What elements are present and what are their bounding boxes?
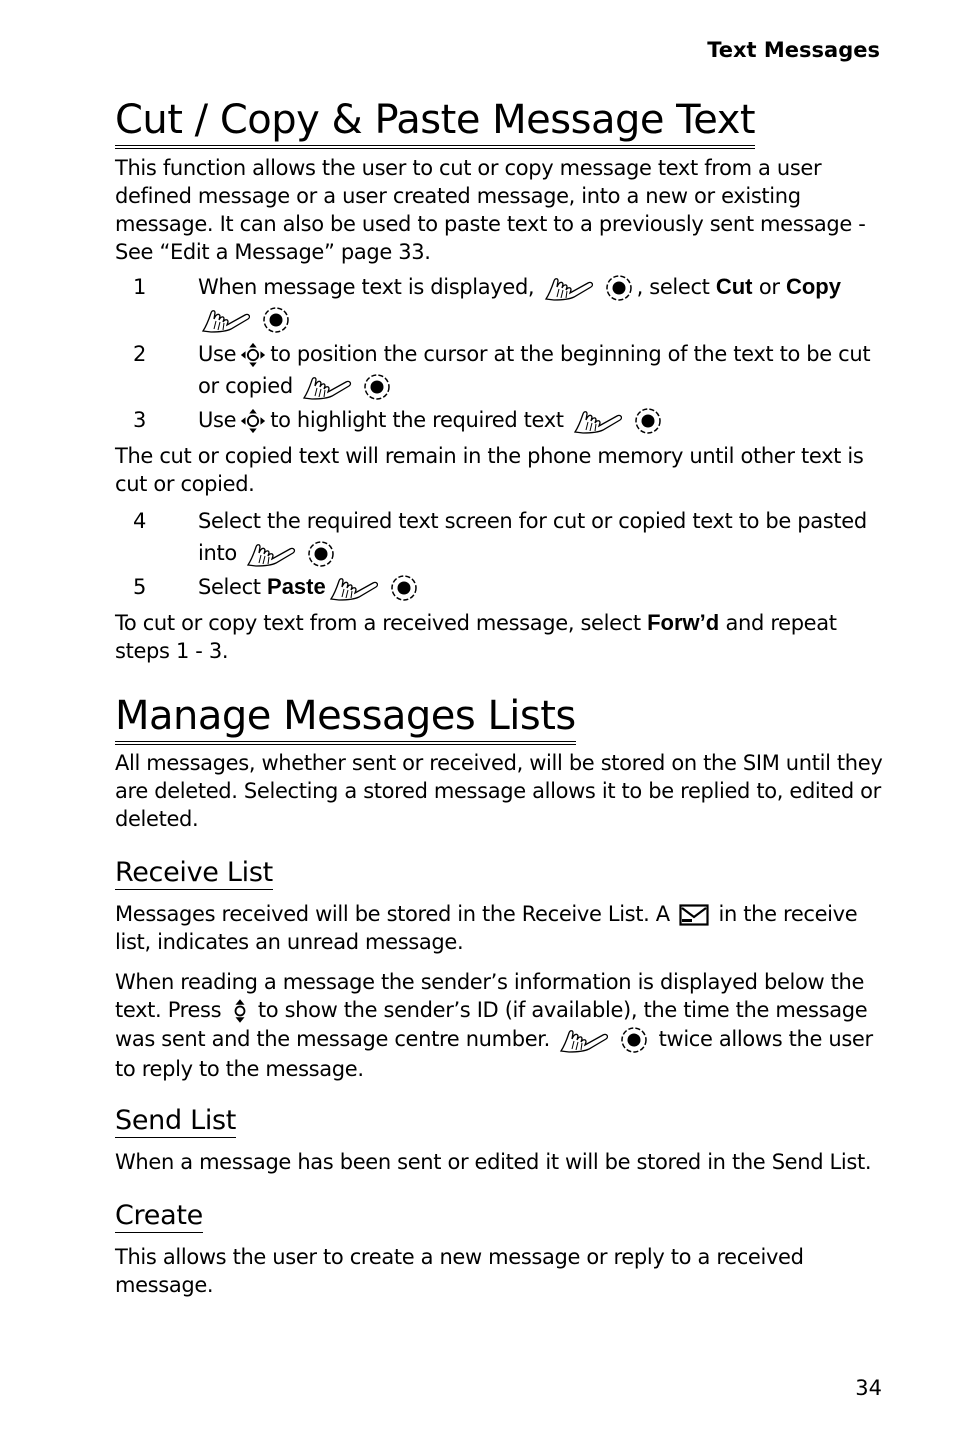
select-key-icon (604, 273, 634, 303)
step-number: 4 (133, 509, 147, 533)
section1-outro (115, 609, 885, 665)
select-key-icon (306, 539, 336, 569)
step-text: Select (198, 575, 261, 599)
step-2 (115, 338, 885, 402)
subsection-title-send-list: Send List (115, 1105, 237, 1136)
hand-pointer-icon (559, 1027, 613, 1053)
step-3 (115, 404, 885, 438)
step-1 (115, 271, 885, 335)
step-4 (115, 505, 885, 569)
select-key-icon (362, 372, 392, 402)
step-text: When message text is displayed, (198, 275, 535, 299)
section-title-manage-lists: Manage Messages Lists (115, 693, 576, 745)
paragraph-text: When reading a message the sender’s information is displayed below the text. Press (115, 970, 865, 1022)
hand-pointer-icon (329, 575, 383, 601)
hand-pointer-icon (544, 275, 598, 301)
hand-pointer-icon (201, 307, 255, 333)
step-text: Use (198, 408, 237, 432)
step-text: to highlight the required text (270, 408, 564, 432)
paragraph-text: twice allows the user to reply to the message. (115, 1027, 873, 1081)
page-number: 34 (855, 1376, 882, 1400)
paragraph-text: to show the sender’s ID (if available), the time the message was sent and the message centre number. (115, 998, 868, 1051)
paragraph-text: Messages received will be stored in the Receive List. A (115, 902, 670, 926)
keyword-copy: Copy (785, 274, 841, 299)
step-number: 1 (133, 275, 147, 299)
outro-text: and repeat steps 1 - 3. (115, 611, 837, 663)
hand-pointer-icon (302, 374, 356, 400)
step-5 (115, 571, 885, 605)
step-text: to position the cursor at the beginning of the text to be cut or copied (198, 342, 871, 398)
receive-list-p2 (115, 968, 885, 1083)
send-list-p1: When a message has been sent or edited it will be stored in the Send List. (115, 1150, 872, 1174)
section2-intro: All messages, whether sent or received, will be stored on the SIM until they are deleted. Selecting a stored message allows it to be replied to, edited or deleted. (115, 751, 883, 831)
select-key-icon (633, 406, 663, 436)
select-key-icon (261, 305, 291, 335)
keyword-forwd: Forw’d (647, 610, 720, 635)
subsection-title-create: Create (115, 1200, 203, 1231)
navigation-key-icon (239, 407, 267, 435)
keyword-paste: Paste (267, 574, 326, 599)
select-key-icon (619, 1025, 649, 1055)
outro-text: To cut or copy text from a received message, select (115, 611, 641, 635)
hand-pointer-icon (573, 408, 627, 434)
running-head: Text Messages (707, 38, 880, 62)
hand-pointer-icon (246, 541, 300, 567)
section1-intro: This function allows the user to cut or copy message text from a user defined message or a user created message, into a new or existing message. It can also be used to paste text to a previously sent message - See “Edit a Message” page 33. (115, 156, 866, 264)
step-number: 2 (133, 342, 147, 366)
paragraph-text: in the receive list, indicates an unread message. (115, 902, 858, 954)
step-text: Select the required text screen for cut or copied text to be pasted into (198, 509, 867, 565)
section-title-cut-copy-paste: Cut / Copy & Paste Message Text (115, 97, 755, 149)
subsection-title-receive-list: Receive List (115, 857, 273, 888)
memory-note: The cut or copied text will remain in the phone memory until other text is cut or copied. (115, 444, 864, 496)
step-number: 3 (133, 408, 147, 432)
keyword-cut: Cut (715, 274, 753, 299)
receive-list-p1 (115, 900, 885, 956)
step-number: 5 (133, 575, 147, 599)
step-text: or (758, 275, 780, 299)
select-key-icon (389, 573, 419, 603)
step-text: , select (636, 275, 710, 299)
envelope-icon (679, 904, 709, 926)
up-down-key-icon (231, 997, 249, 1025)
step-text: Use (198, 342, 237, 366)
create-p1: This allows the user to create a new message or reply to a received message. (115, 1245, 804, 1297)
navigation-key-icon (239, 341, 267, 369)
